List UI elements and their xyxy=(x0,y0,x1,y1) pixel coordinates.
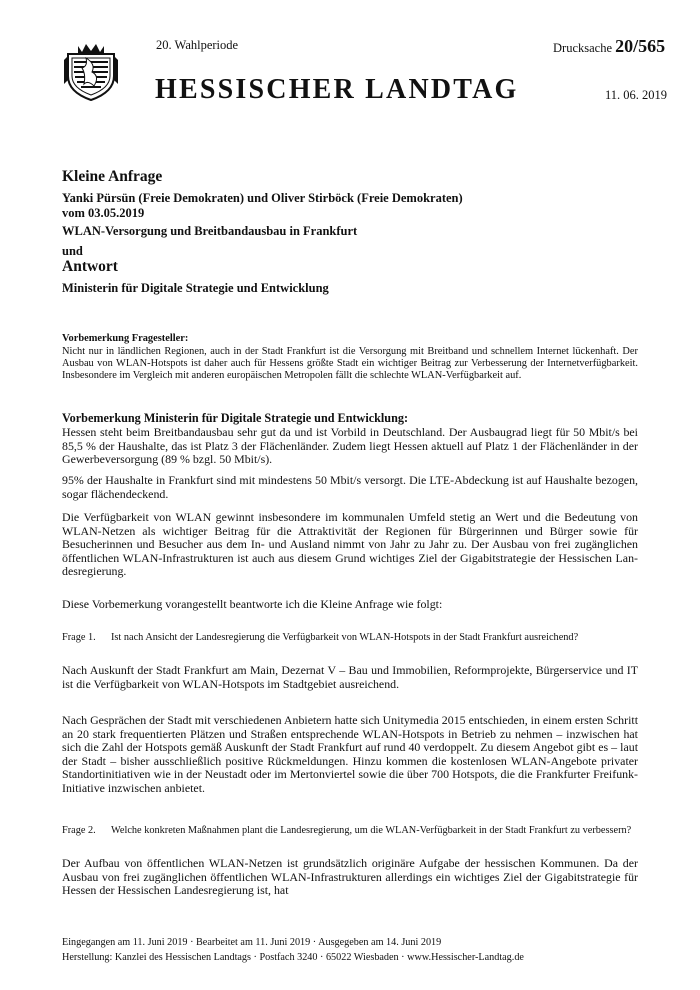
frage-2-answer-p1: Der Aufbau von öffentlichen WLAN-Netzen ist grundsätzlich originäre Aufgabe der hessischen Kommunen. Da der Ausbau von frei zugänglichen öffentlichen WLAN-Infrastrukturen allerdings ein wichtiges Ziel der Gigabitstrategie für Hessen der Hessischen Landesregierung ist, hat xyxy=(62,856,638,898)
vorbemerkung-ministerin-p1: Hessen steht beim Breitbandausbau sehr gut da und ist Vorbild in Deutschland. Der Ausbaugrad liegt für 50 Mbit/s bei 85,5 % der Haushalte, das ist Platz 3 der Flächenländer. Zudem liegt Hessen aktuell auf Platz 1 der Flächenländer in der Gewerbeversorgung (89 % bzgl. 50 Mbit/s). xyxy=(62,425,638,467)
footer-dates: Eingegangen am 11. Juni 2019 · Bearbeitet am 11. Juni 2019 · Ausgegeben am 14. Juni 2019 xyxy=(62,937,442,948)
frage-1-text: Ist nach Ansicht der Landesregierung die Verfügbarkeit von WLAN-Hotspots in der Stadt Frankfurt ausreichend? xyxy=(111,632,579,643)
footer-imprint: Herstellung: Kanzlei des Hessischen Landtags · Postfach 3240 · 65022 Wiesbaden · www.Hessischer-Landtag.de xyxy=(62,952,524,963)
drucksache-label: Drucksache xyxy=(553,41,612,55)
topic: WLAN-Versorgung und Breitbandausbau in Frankfurt xyxy=(62,224,358,238)
document-date: 11. 06. 2019 xyxy=(605,88,668,102)
frage-1-label: Frage 1. xyxy=(62,632,96,643)
und-connector: und xyxy=(62,244,83,258)
frage-1 xyxy=(62,632,638,644)
vorbemerkung-fragesteller-title: Vorbemerkung Fragesteller: xyxy=(62,333,189,344)
document-title: HESSISCHER LANDTAG xyxy=(155,74,519,105)
wahlperiode: 20. Wahlperiode xyxy=(156,38,239,52)
vorbemerkung-ministerin-title: Vorbemerkung Ministerin für Digitale Strategie und Entwicklung: xyxy=(62,411,408,425)
authors: Yanki Pürsün (Freie Demokraten) und Oliver Stirböck (Freie Demokraten) xyxy=(62,191,463,205)
frage-2-text: Welche konkreten Maßnahmen plant die Landesregierung, um die WLAN-Verfügbarkeit in der Stadt Frankfurt zu verbessern? xyxy=(111,825,632,836)
vorbemerkung-fragesteller-text: Nicht nur in ländlichen Regionen, auch in der Stadt Frankfurt ist die Versorgung mit Breitband und schnellem Internet lückenhaft. Der Ausbau von WLAN-Hotspots ist daher auch für Hessens größte Stadt ein wichtiger Beitrag zur Verbesserung der Internetverfügbarkeit. Insbesondere im Vergleich mit anderen europäischen Metropolen fällt die schlechte WLAN-Verfügbarkeit auf. xyxy=(62,346,638,381)
ministerin: Ministerin für Digitale Strategie und Entwicklung xyxy=(62,281,329,295)
vorbemerkung-ministerin-p3: Die Verfügbarkeit von WLAN gewinnt insbesondere im kommunalen Umfeld stetig an Wert und die Bedeutung von WLAN-Netzen als wichtiger Beitrag für die Attraktivität der Regionen für Bürgerinnen und Bürger sowie für Besucherinnen und Besucher aus dem In- und Ausland nimmt von Jahr zu Jahr zu. Der Ausbau von frei zugänglichen öffentlichen WLAN-Infrastrukturen ist auch aus diesem Grund wichtiges Ziel der Gigabitstrategie der Hessischen Landesregierung. xyxy=(62,510,638,579)
vorbemerkung-ministerin xyxy=(62,411,638,467)
vorbemerkung-ministerin-p4: Diese Vorbemerkung vorangestellt beantworte ich die Kleine Anfrage wie folgt: xyxy=(62,597,443,611)
frage-2 xyxy=(62,825,638,837)
hessen-coat-of-arms-icon xyxy=(62,40,120,102)
anfrage-date: vom 03.05.2019 xyxy=(62,206,145,220)
vorbemerkung-ministerin-p2: 95% der Haushalte in Frankfurt sind mit mindestens 50 Mbit/s versorgt. Die LTE-Abdeckung ist auf Haushalte bezogen, sogar flächendeckend. xyxy=(62,473,638,501)
frage-1-answer-p1: Nach Auskunft der Stadt Frankfurt am Main, Dezernat V – Bau und Immobilien, Reformprojekte, Bürgerservice und IT ist die Verfügbarkeit von WLAN-Hotspots im Stadtgebiet ausreichend. xyxy=(62,663,638,691)
antwort-heading: Antwort xyxy=(62,258,118,275)
vorbemerkung-fragesteller xyxy=(62,333,638,381)
frage-1-answer-p2: Nach Gesprächen der Stadt mit verschiedenen Anbietern hatte sich Unitymedia 2015 entschieden, in einem ersten Schritt an 20 stark frequentierten Plätzen und Straßen entsprechende WLAN-Hotspots in Betrieb zu nehmen – inzwischen hat sich die Zahl der Hotspots gemäß Auskunft der Stadt Frankfurt auf rund 40 verdoppelt. Zu diesem Angebot gibt es – laut der Stadt – bisher ausschließlich positive Rückmeldungen. Hinzu kommen die kostenlosen WLAN-Angebote privater Standortinitiativen wie in der Neustadt oder im Mertonviertel sowie die über 700 Hotspots, die die Frankfurter Freifunk-Initiative inzwischen anbietet. xyxy=(62,713,638,795)
kleine-anfrage-heading: Kleine Anfrage xyxy=(62,168,163,185)
drucksache-number: 20/565 xyxy=(615,36,666,56)
frage-2-label: Frage 2. xyxy=(62,825,96,836)
drucksache xyxy=(553,36,665,57)
